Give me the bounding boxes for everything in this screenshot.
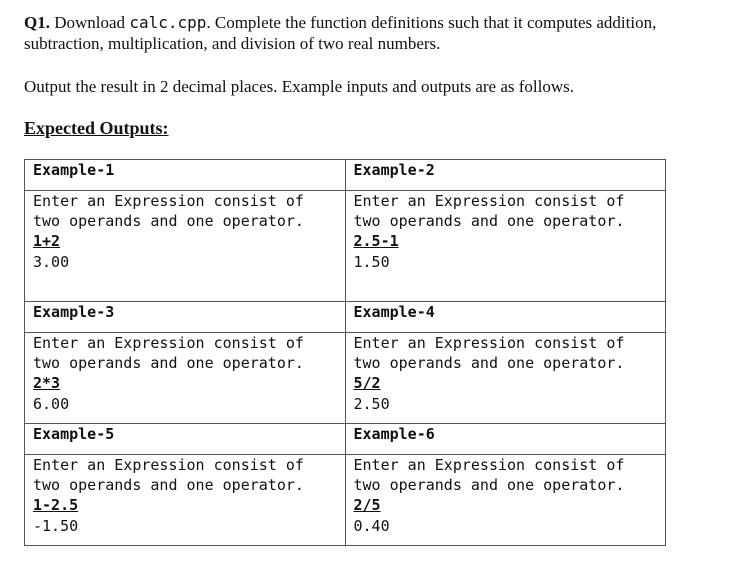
example-output: 1.50: [353, 253, 390, 271]
example-title: Example-3: [33, 303, 115, 321]
example-3-title-cell: [25, 302, 346, 333]
example-title: Example-6: [353, 425, 435, 443]
prompt-line-2: two operands and one operator.: [33, 354, 304, 372]
example-input: 5/2: [353, 374, 381, 392]
prompt-line-1: Enter an Expression consist of: [353, 192, 625, 210]
example-output: 3.00: [33, 253, 70, 271]
prompt-line-2: two operands and one operator.: [353, 212, 625, 230]
prompt-line-1: Enter an Expression consist of: [353, 334, 625, 352]
question-line-1: [24, 12, 724, 33]
question-text-before-filename: Download: [49, 13, 130, 32]
table-row: [25, 160, 666, 191]
example-output: 0.40: [353, 517, 390, 535]
example-2-title-cell: [345, 160, 666, 191]
prompt-line-2: two operands and one operator.: [353, 476, 625, 494]
document-page: [24, 12, 724, 535]
prompt-line-1: Enter an Expression consist of: [33, 192, 304, 210]
example-output: 6.00: [33, 395, 70, 413]
prompt-line-1: Enter an Expression consist of: [353, 456, 625, 474]
example-title: Example-5: [33, 425, 115, 443]
output-instructions: Output the result in 2 decimal places. Example inputs and outputs are as follows.: [24, 77, 575, 96]
examples-table: [24, 159, 666, 546]
question-line-2: subtraction, multiplication, and division of two real numbers.: [24, 34, 441, 53]
table-row: [25, 455, 666, 546]
example-title: Example-2: [353, 161, 435, 179]
question-number: Q1.: [24, 13, 50, 32]
example-input: 1+2: [33, 232, 61, 250]
example-6-title-cell: [345, 424, 666, 455]
example-input: 2/5: [353, 496, 381, 514]
example-3-body-cell: [25, 333, 346, 424]
prompt-line-2: two operands and one operator.: [33, 476, 304, 494]
example-output: 2.50: [353, 395, 390, 413]
example-output: -1.50: [33, 517, 79, 535]
example-1-title-cell: [25, 160, 346, 191]
prompt-line-1: Enter an Expression consist of: [33, 456, 304, 474]
example-title: Example-4: [353, 303, 435, 321]
example-5-title-cell: [25, 424, 346, 455]
table-row: [25, 333, 666, 424]
table-row: [25, 302, 666, 333]
prompt-line-2: two operands and one operator.: [353, 354, 625, 372]
example-input: 2*3: [33, 374, 61, 392]
example-1-body-cell: [25, 191, 346, 302]
prompt-line-1: Enter an Expression consist of: [33, 334, 304, 352]
example-input: 2.5-1: [353, 232, 399, 250]
prompt-line-2: two operands and one operator.: [33, 212, 304, 230]
example-5-body-cell: [25, 455, 346, 546]
filename: calc.cpp: [129, 13, 207, 32]
expected-outputs-heading: Expected Outputs:: [24, 118, 169, 138]
example-6-body-cell: [345, 455, 666, 546]
example-input: 1-2.5: [33, 496, 79, 514]
example-2-body-cell: [345, 191, 666, 302]
example-4-title-cell: [345, 302, 666, 333]
table-row: [25, 191, 666, 302]
question-text-after-filename: . Complete the function definitions such that it computes addition,: [206, 13, 657, 32]
example-4-body-cell: [345, 333, 666, 424]
example-title: Example-1: [33, 161, 115, 179]
table-row: [25, 424, 666, 455]
